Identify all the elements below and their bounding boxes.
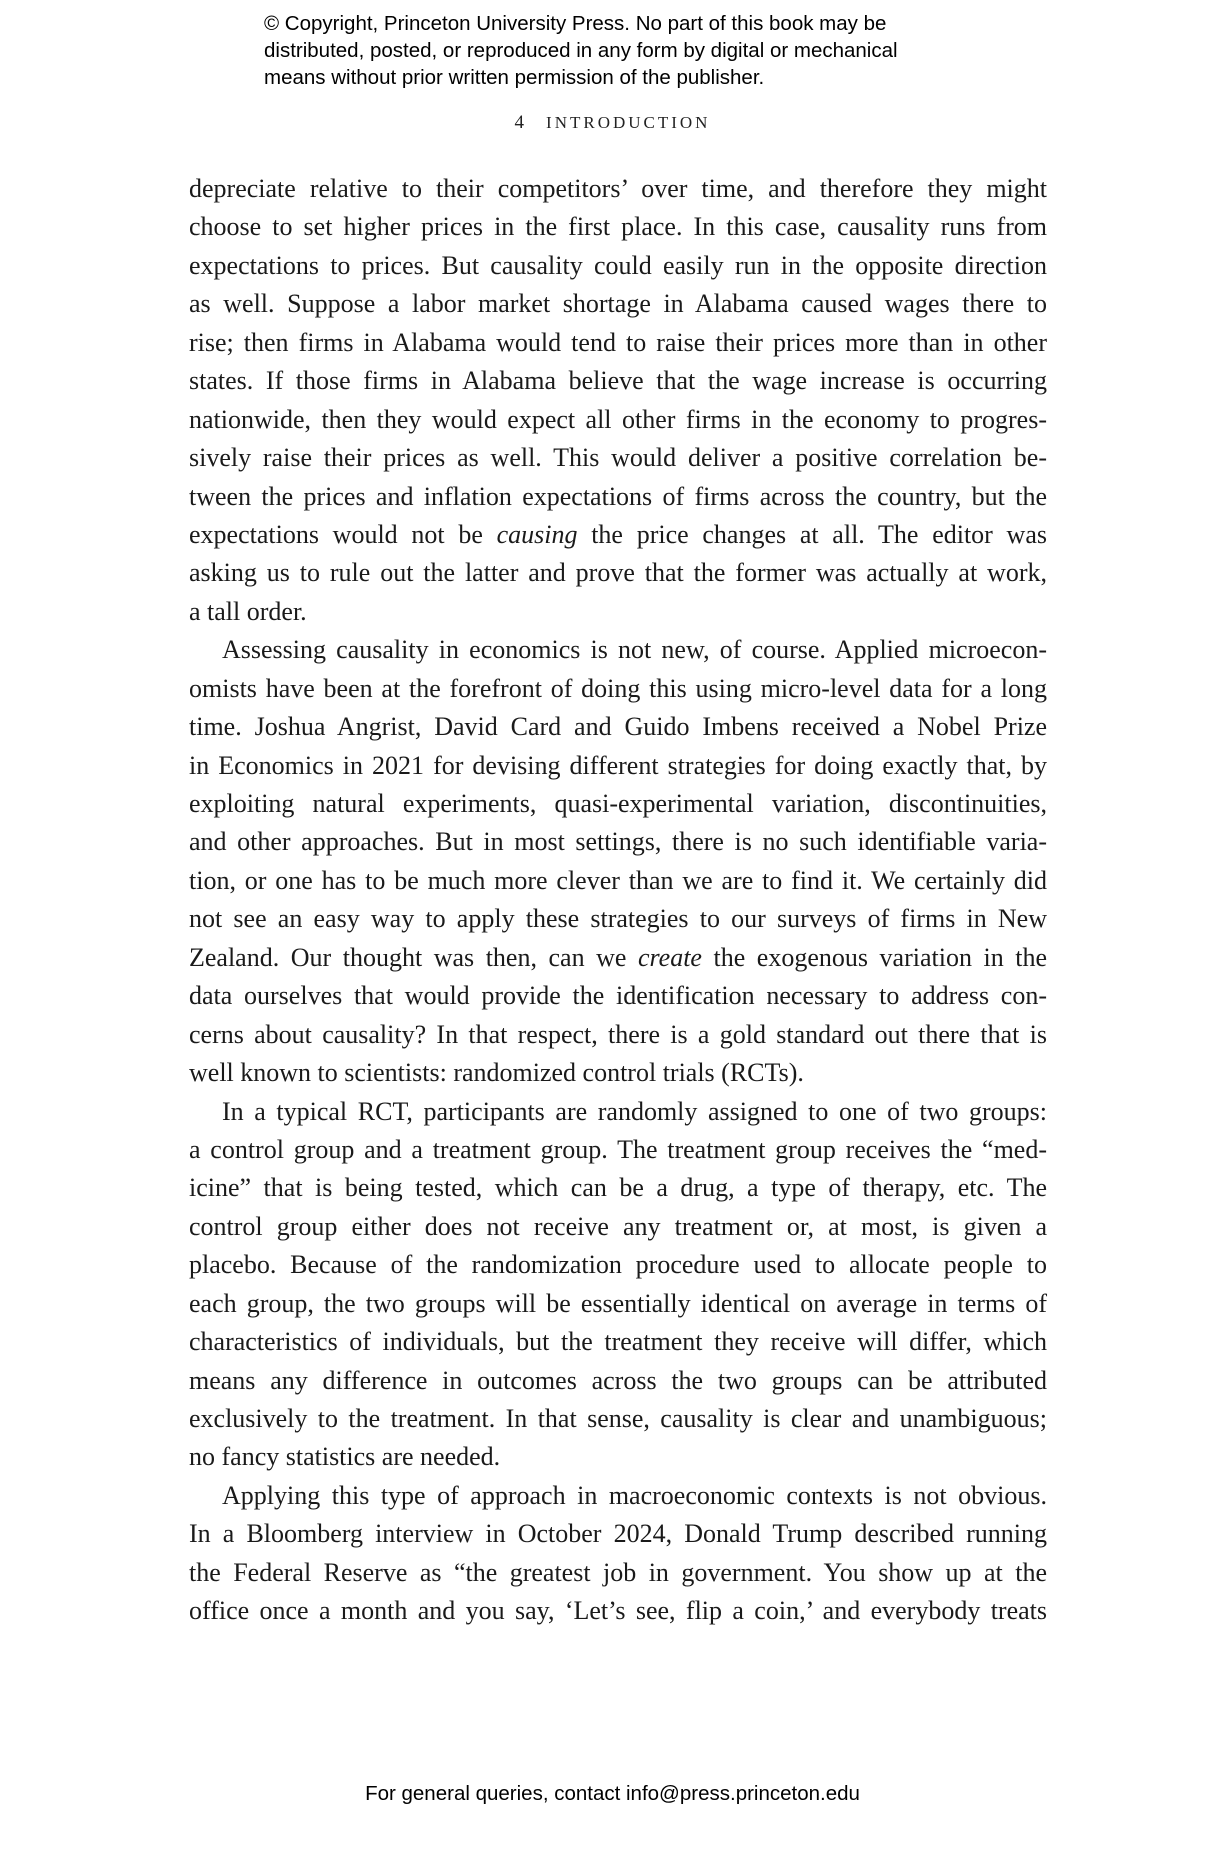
text-line: time. Joshua Angrist, David Card and Guido Imbens received a Nobel Prize (189, 712, 1047, 742)
text-line: cerns about causality? In that respect, there is a gold standard out there that is (189, 1019, 1047, 1049)
text-line: In a typical RCT, participants are randomly assigned to one of two groups: (222, 1096, 1047, 1126)
text-line: the Federal Reserve as “the greatest job in government. You show up at the (189, 1557, 1047, 1587)
text-line: office once a month and you say, ‘Let’s see, flip a coin,’ and everybody treats (189, 1596, 1047, 1626)
emphasis: causing (496, 519, 578, 549)
text-line: a control group and a treatment group. The treatment group receives the “med- (189, 1134, 1047, 1164)
text-line: choose to set higher prices in the first place. In this case, causality runs from (189, 212, 1047, 242)
text-line: rise; then firms in Alabama would tend to raise their prices more than in other (189, 327, 1047, 357)
body-text (189, 170, 1047, 1631)
text-line: in Economics in 2021 for devising different strategies for doing exactly that, by (189, 750, 1047, 780)
text-line: well known to scientists: randomized control trials (RCTs). (189, 1058, 804, 1088)
text-line: means any difference in outcomes across the two groups can be attributed (189, 1365, 1047, 1395)
text-line: Assessing causality in economics is not new, of course. Applied microecon- (222, 635, 1047, 665)
text-line: icine” that is being tested, which can be a drug, a type of therapy, etc. The (189, 1173, 1047, 1203)
copyright-notice (264, 10, 1024, 91)
text-line: states. If those firms in Alabama believe that the wage increase is occurring (189, 366, 1047, 396)
text-line: Applying this type of approach in macroeconomic contexts is not obvious. (222, 1480, 1047, 1510)
copyright-line: means without prior written permission of the publisher. (264, 66, 765, 89)
text-line: nationwide, then they would expect all other firms in the economy to progres- (189, 404, 1047, 434)
text-line: a tall order. (189, 596, 307, 626)
text-line: In a Bloomberg interview in October 2024, Donald Trump described running (189, 1519, 1047, 1549)
text-line: each group, the two groups will be essentially identical on average in terms of (189, 1288, 1047, 1318)
chapter-title: INTRODUCTION (546, 113, 711, 132)
paragraph (189, 1477, 1047, 1631)
text-line: placebo. Because of the randomization procedure used to allocate people to (189, 1250, 1047, 1280)
emphasis: create (637, 942, 702, 972)
text-line: expectations would not be causing the price changes at all. The editor was (189, 519, 1047, 549)
text-line: no fancy statistics are needed. (189, 1442, 501, 1472)
running-head (0, 112, 1225, 134)
text-line: and other approaches. But in most settings, there is no such identifiable varia- (189, 827, 1047, 857)
text-line: not see an easy way to apply these strategies to our surveys of firms in New (189, 904, 1047, 934)
footer-contact: For general queries, contact info@press.princeton.edu (365, 1782, 860, 1805)
text-line: as well. Suppose a labor market shortage in Alabama caused wages there to (189, 289, 1047, 319)
text-line: control group either does not receive any treatment or, at most, is given a (189, 1211, 1047, 1241)
text-line: omists have been at the forefront of doing this using micro-level data for a long (189, 673, 1047, 703)
paragraph (189, 631, 1047, 1092)
paragraph (189, 170, 1047, 631)
paragraph (189, 1093, 1047, 1477)
text-line: asking us to rule out the latter and prove that the former was actually at work, (189, 558, 1047, 588)
text-line: tween the prices and inflation expectations of firms across the country, but the (189, 481, 1047, 511)
text-line: data ourselves that would provide the identification necessary to address con- (189, 981, 1047, 1011)
text-line: depreciate relative to their competitors’ over time, and therefore they might (189, 174, 1047, 203)
text-line: sively raise their prices as well. This would deliver a positive correlation be- (189, 443, 1047, 473)
text-line: exploiting natural experiments, quasi-experimental variation, discontinuities, (189, 789, 1047, 818)
text-line: expectations to prices. But causality could easily run in the opposite direction (189, 250, 1047, 280)
text-line: tion, or one has to be much more clever than we are to find it. We certainly did (189, 865, 1047, 895)
text-line: Zealand. Our thought was then, can we create the exogenous variation in the (189, 942, 1048, 972)
text-line: exclusively to the treatment. In that sense, causality is clear and unambiguous; (189, 1404, 1047, 1433)
copyright-line: © Copyright, Princeton University Press. No part of this book may be (264, 12, 887, 35)
page-number: 4 (514, 112, 525, 133)
copyright-line: distributed, posted, or reproduced in any form by digital or mechanical (264, 39, 898, 62)
text-line: characteristics of individuals, but the treatment they receive will differ, which (189, 1327, 1047, 1357)
